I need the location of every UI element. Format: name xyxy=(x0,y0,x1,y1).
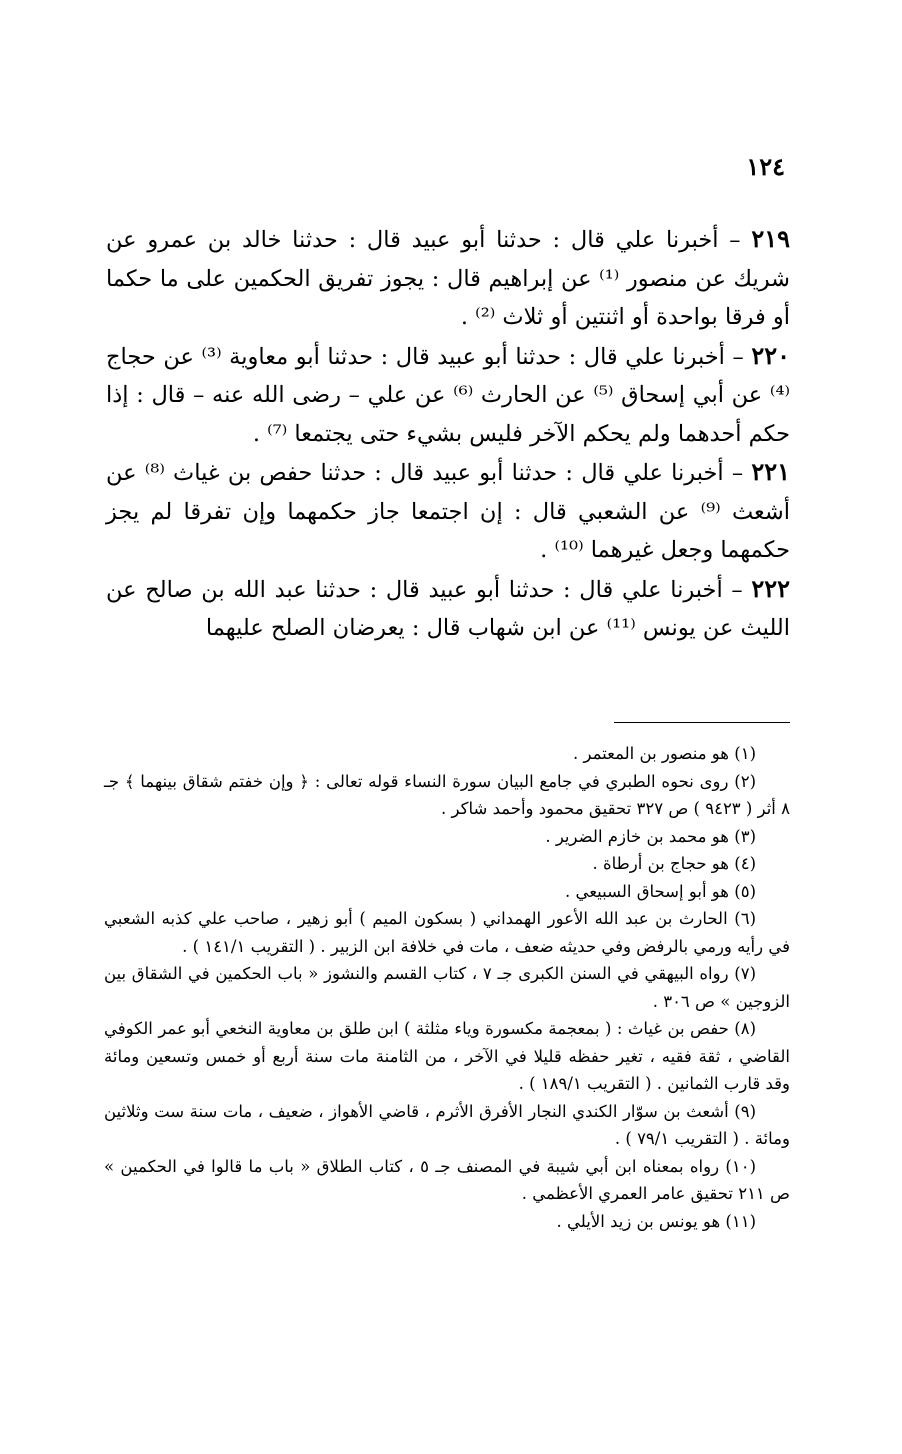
footnote: (١) هو منصور بن المعتمر . xyxy=(573,744,756,763)
footnote-separator xyxy=(614,722,790,723)
page-number: ١٢٤ xyxy=(746,152,785,181)
footnote: (٨) حفص بن غياث : ( بمعجمة مكسورة وياء مثلثة ) ابن طلق بن معاوية النخعي أبو عمر الكوفي القاضي ، ثقة فقيه ، تغير حفظه قليلا في الآخر ، من الثامنة مات سنة أربع أو خمس وتسعين ومائة وقد قارب الثمانين . ( التقريب ١٨٩/١ ) . xyxy=(104,1019,790,1093)
hadith-number: ٢٢٠ xyxy=(751,340,791,370)
footnote: (٥) هو أبو إسحاق السبيعي . xyxy=(564,881,756,901)
hadith-number: ٢٢٢ xyxy=(751,573,790,603)
footnote: (٧) رواه البيهقي في السنن الكبرى جـ ٧ ، كتاب القسم والنشوز « باب الحكمين في الشقاق بين الزوجين » ص ٣٠٦ . xyxy=(104,964,790,1011)
footnote: (٤) هو حجاج بن أرطاة . xyxy=(592,854,756,873)
hadith-text: – أخبرنا علي قال : حدثنا أبو عبيد قال : حدثنا أبو معاوية ⁽³⁾ عن حجاج ⁽⁴⁾ عن أبي إسحاق ⁽⁵⁾ عن الحارث ⁽⁶⁾ عن علي – رضى الله عنه – قال : إذا حكم أحدهما ولم يحكم الآخر فليس بشيء حتى يجتمعا ⁽⁷⁾ . xyxy=(106,343,790,447)
footnote: (٦) الحارث بن عبد الله الأعور الهمداني ( بسكون الميم ) أبو زهير ، صاحب علي كذبه الشعبي في رأيه ورمي بالرفض وفي حديثه ضعف ، مات في خلافة ابن الزبير . ( التقريب ١٤١/١ ) . xyxy=(104,909,790,956)
hadith-paragraph xyxy=(106,220,790,337)
hadith-number: ٢١٩ xyxy=(751,224,790,253)
hadith-paragraph xyxy=(106,337,790,454)
footnote: (١١) هو يونس بن زيد الأيلي . xyxy=(556,1211,756,1231)
footnotes xyxy=(104,740,790,1235)
hadith-number: ٢٢١ xyxy=(751,457,790,486)
hadith-text: – أخبرنا علي قال : حدثنا أبو عبيد قال : حدثنا خالد بن عمرو عن شريك عن منصور ⁽¹⁾ عن إبراهيم قال : يجوز تفريق الحكمين على ما حكما أو فرقا بواحدة أو اثنتين أو ثلاث ⁽²⁾ . xyxy=(106,227,790,330)
hadith-text: – أخبرنا علي قال : حدثنا أبو عبيد قال : حدثنا عبد الله بن صالح عن الليث عن يونس ⁽¹¹⁾ عن ابن شهاب قال : يعرضان الصلح عليهما xyxy=(106,576,790,641)
hadith-text: – أخبرنا علي قال : حدثنا أبو عبيد قال : حدثنا حفص بن غياث ⁽⁸⁾ عن أشعث ⁽⁹⁾ عن الشعبي قال : إن اجتمعا جاز حكمهما وإن تفرقا لم يجز حكمهما وجعل غيرهما ⁽¹⁰⁾ . xyxy=(106,460,790,563)
footnote: (١٠) رواه بمعناه ابن أبي شيبة في المصنف جـ ٥ ، كتاب الطلاق « باب ما قالوا في الحكمين » ص ٢١١ تحقيق عامر العمري الأعظمي . xyxy=(104,1156,790,1203)
hadith-paragraph xyxy=(106,570,790,648)
main-text xyxy=(106,220,790,648)
footnote: (٩) أشعث بن سوّار الكندي النجار الأفرق الأثرم ، قاضي الأهواز ، ضعيف ، مات سنة ست وثلاثين ومائة . ( التقريب ٧٩/١ ) . xyxy=(104,1101,790,1148)
hadith-paragraph xyxy=(106,453,790,570)
footnote: (٣) هو محمد بن خازم الضرير . xyxy=(545,826,756,846)
footnote: (٢) روى نحوه الطبري في جامع البيان سورة النساء قوله تعالى : ﴿ وإن خفتم شقاق بينهما ﴾ جـ ٨ أثر ( ٩٤٢٣ ) ص ٣٢٧ تحقيق محمود وأحمد شاكر . xyxy=(104,771,790,818)
